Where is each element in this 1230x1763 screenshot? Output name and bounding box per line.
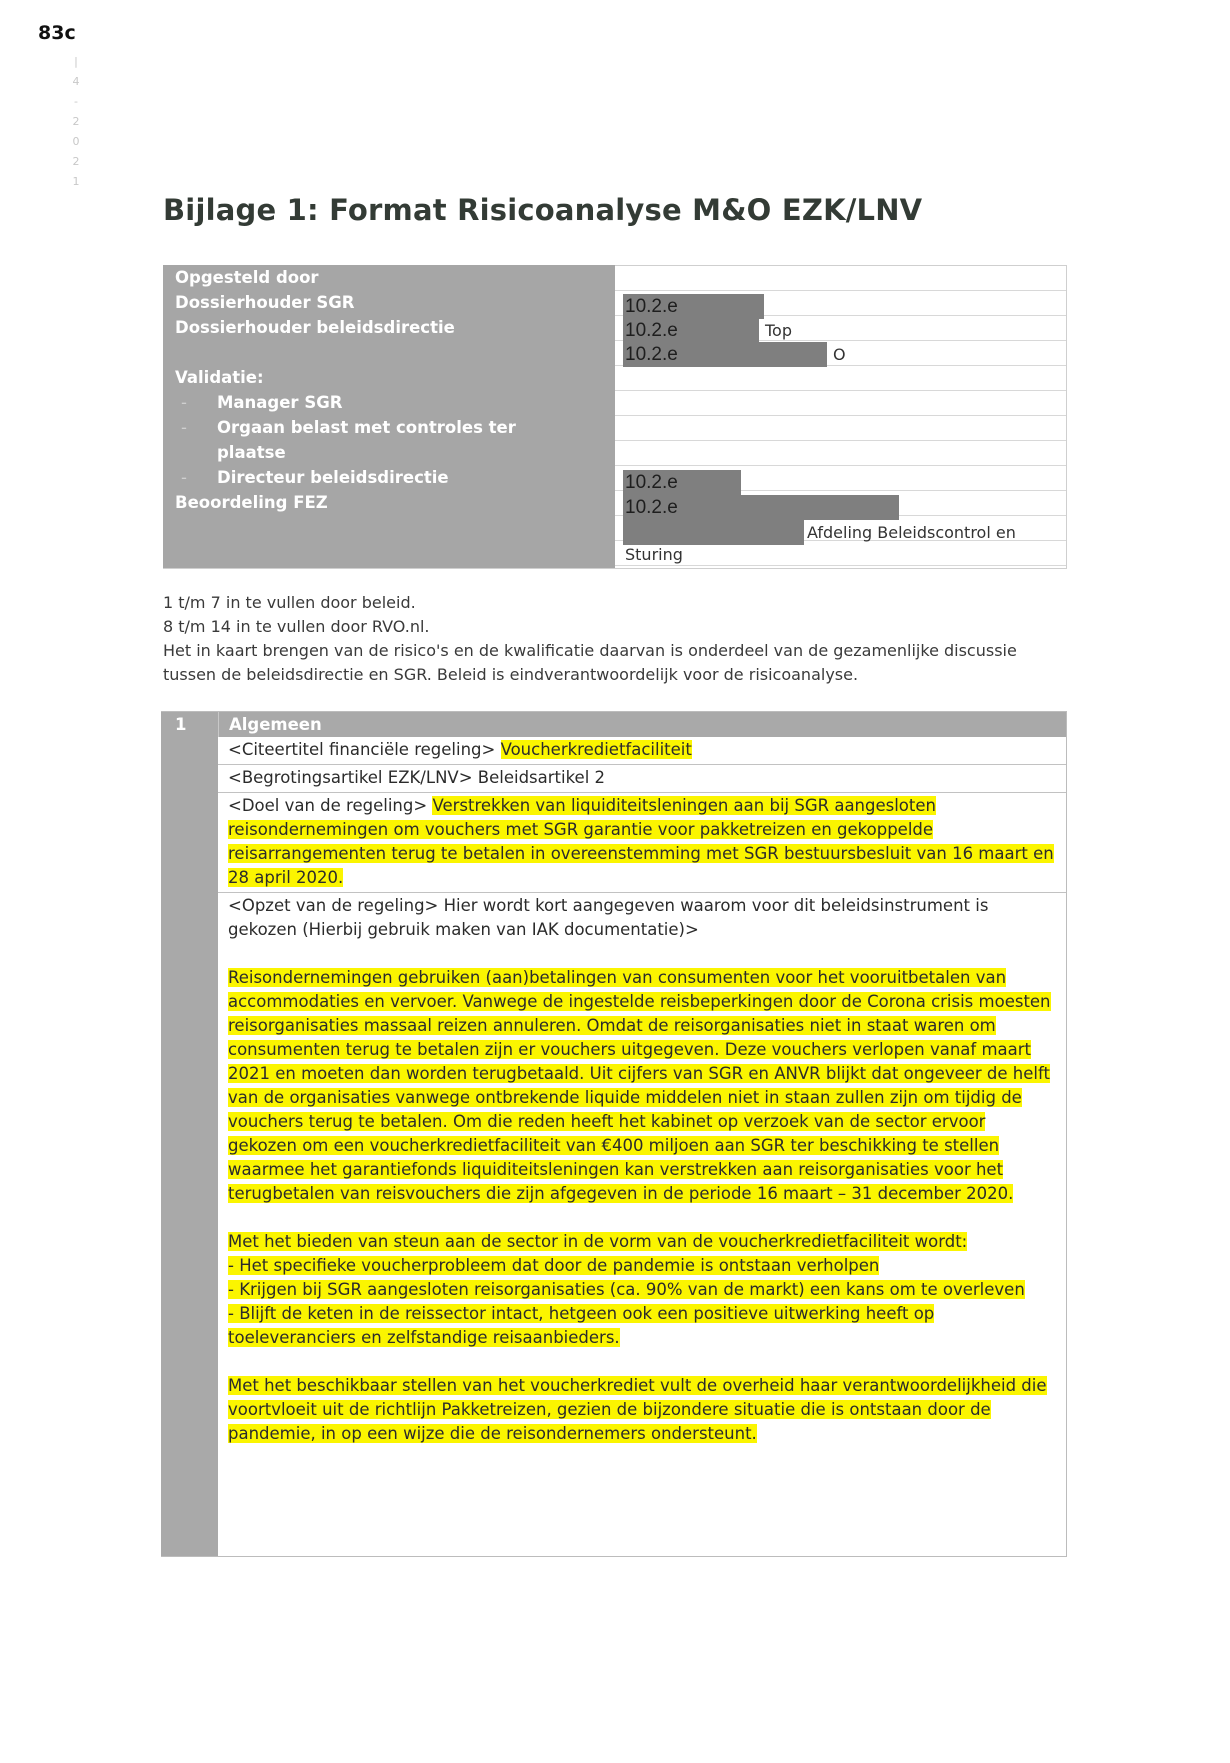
redaction-block: 10.2.e [623, 294, 764, 319]
row-doel [218, 793, 1066, 893]
dash: - [181, 393, 187, 412]
section-algemeen [161, 711, 1067, 1557]
paragraph-responsibility [228, 1374, 1056, 1446]
field-value: Verstrekken van liquiditeitsleningen aan bij SGR aangesloten reisondernemingen om vouchers met SGR garantie voor pakketreizen en gekoppelde reisarrangementen terug te betalen in overeenstemming met SGR bestuursbesluit van 16 maart en 28 april 2020. [228, 796, 1054, 887]
page-mark: 83c [38, 22, 76, 44]
paragraph-intro: Met het bieden van steun aan de sector in de vorm van de voucherkredietfaciliteit wordt: [228, 1232, 968, 1251]
label-orgaan [175, 415, 615, 440]
label-text: Orgaan belast met controles ter [217, 418, 516, 437]
dash: - [181, 468, 187, 487]
field-value: Beleidsartikel 2 [477, 768, 606, 787]
field-label: <Citeertitel financiële regeling> [228, 740, 496, 759]
value-fez-line1: Afdeling Beleidscontrol en [807, 523, 1016, 542]
label-text: plaatse [217, 443, 286, 462]
label-dossierhouder-beleid: Dossierhouder beleidsdirectie [175, 318, 455, 337]
redaction-block [623, 520, 804, 545]
instruction-line: 8 t/m 14 in te vullen door RVO.nl. [163, 617, 430, 636]
field-label: <Begrotingsartikel EZK/LNV> [228, 768, 473, 787]
field-label: <Opzet van de regeling> [228, 896, 439, 915]
value-fez-line2: Sturing [625, 545, 683, 564]
instructions [163, 591, 1063, 687]
bullet-item: - Krijgen bij SGR aangesloten reisorganisaties (ca. 90% van de markt) een kans om te overleven [228, 1280, 1025, 1299]
row-citeertitel [218, 737, 1066, 765]
section-heading: Algemeen [218, 712, 1066, 737]
redaction-block: 10.2.e [623, 470, 741, 495]
dash-empty [175, 440, 217, 465]
label-manager-sgr [175, 390, 615, 415]
spacer [175, 340, 615, 365]
value-suffix-o: O [833, 345, 846, 364]
instruction-line: Het in kaart brengen van de risico's en de kwalificatie daarvan is onderdeel van de gezamenlijke discussie tussen de beleidsdirectie en SGR. Beleid is eindverantwoordelijk voor de risicoanalyse. [163, 641, 1017, 684]
meta-values [615, 265, 1067, 568]
stamp-char: 1 [72, 175, 80, 188]
dash: - [181, 418, 187, 437]
page-title: Bijlage 1: Format Risicoanalyse M&O EZK/LNV [163, 193, 923, 227]
label-opgesteld-door: Opgesteld door [175, 268, 319, 287]
stamp-char: 2 [72, 155, 80, 168]
section-body [218, 712, 1066, 1556]
opzet-instruction [228, 894, 1056, 942]
paragraph-benefits [228, 1230, 1056, 1350]
redaction-block: 10.2.e [623, 342, 827, 367]
stamp-char: 4 [72, 75, 80, 88]
label-beoordeling-fez: Beoordeling FEZ [175, 493, 328, 512]
stamp-char: | [74, 55, 78, 68]
label-dossierhouder-sgr: Dossierhouder SGR [175, 293, 355, 312]
value-suffix-top: Top [765, 321, 792, 340]
date-stamp [64, 55, 88, 189]
field-instruction: Hier wordt kort aangegeven waarom voor dit beleidsinstrument is gekozen (Hierbij gebruik maken van IAK documentatie)> [228, 896, 989, 939]
meta-table [163, 265, 1067, 569]
label-directeur [175, 465, 615, 490]
row-opzet [218, 893, 1066, 1446]
field-label: <Doel van de regeling> [228, 796, 428, 815]
bullet-item: - Blijft de keten in de reissector intact, hetgeen ook een positieve uitwerking heeft op toeleveranciers en zelfstandige reisaanbieders. [228, 1304, 935, 1347]
field-value: Voucherkredietfaciliteit [500, 740, 692, 759]
stamp-char: 0 [72, 135, 80, 148]
label-text: Manager SGR [217, 393, 343, 412]
redaction-block: 10.2.e [623, 495, 899, 520]
stamp-char: - [74, 95, 78, 108]
instruction-line: 1 t/m 7 in te vullen door beleid. [163, 593, 416, 612]
paragraph-context [228, 966, 1056, 1206]
label-text: Directeur beleidsdirectie [217, 468, 449, 487]
label-validatie: Validatie: [175, 368, 264, 387]
paragraph-text: Met het beschikbaar stellen van het voucherkrediet vult de overheid haar verantwoordelijkheid die voortvloeit uit de richtlijn Pakketreizen, gezien de bijzondere situatie die is ontstaan door de pandemie, in op een wijze die de reisondernemers ondersteunt. [228, 1376, 1047, 1443]
meta-labels [163, 265, 615, 568]
paragraph-text: Reisondernemingen gebruiken (aan)betalingen van consumenten voor het vooruitbetalen van accommodaties en vervoer. Vanwege de ingestelde reisbeperkingen door de Corona crisis moesten reisorganisaties massaal reizen annuleren. Omdat de reisorganisaties niet in staat waren om consumenten terug te betalen zijn er vouchers uitgegeven. Deze vouchers verlopen vanaf maart 2021 en moeten dan worden terugbetaald. Uit cijfers van SGR en ANVR blijkt dat ongeveer de helft van de organisaties vanwege ontbrekende liquide middelen niet in staan zullen zijn om tijdig de vouchers terug te betalen. Om die reden heeft het kabinet op verzoek van de sector ervoor gekozen om een voucherkredietfaciliteit van €400 miljoen aan SGR ter beschikking te stellen waarmee het garantiefonds liquiditeitsleningen kan verstrekken aan reisorganisaties voor het terugbetalen van reisvouchers die zijn afgegeven in de periode 16 maart – 31 december 2020. [228, 968, 1051, 1203]
label-orgaan-cont [175, 440, 615, 465]
row-begrotingsartikel [218, 765, 1066, 793]
stamp-char: 2 [72, 115, 80, 128]
section-number: 1 [161, 712, 218, 1556]
bullet-item: - Het specifieke voucherprobleem dat door de pandemie is ontstaan verholpen [228, 1256, 880, 1275]
redaction-block: 10.2.e [623, 318, 759, 343]
